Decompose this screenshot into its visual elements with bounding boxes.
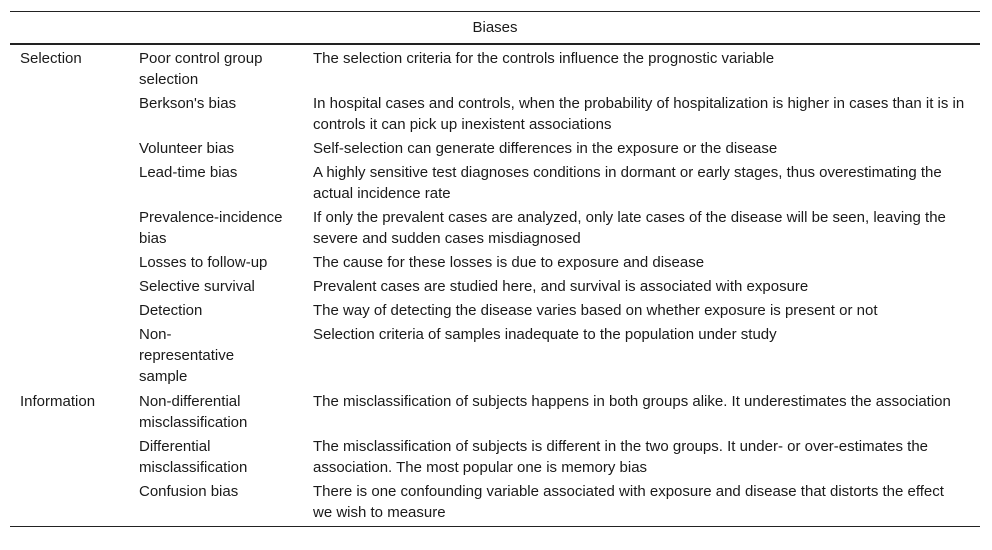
category-cell: Information [20, 393, 96, 410]
bias-description-cell: In hospital cases and controls, when the probability of hospitalization is higher in cases than it is in controls it can pick up inexistent associations [313, 95, 965, 133]
table-row [10, 298, 980, 322]
table-row [10, 479, 980, 527]
bias-description-cell: Selection criteria of samples inadequate to the population under study [313, 326, 777, 343]
table-row [10, 388, 980, 434]
category-cell-empty [10, 205, 129, 250]
category-cell-empty [10, 91, 129, 136]
table-row [10, 434, 980, 479]
table-row [10, 136, 980, 160]
category-cell-empty [10, 479, 129, 527]
bias-description-cell: A highly sensitive test diagnoses conditions in dormant or early stages, thus overestimating the actual incidence rate [313, 164, 942, 202]
table-header-row [10, 12, 980, 45]
bias-name-cell: Volunteer bias [139, 140, 235, 157]
bias-name-cell: Prevalence-incidence bias [139, 209, 283, 247]
bias-name-cell: Selective survival [139, 278, 255, 295]
table-row [10, 160, 980, 205]
category-cell-empty [10, 298, 129, 322]
table-row [10, 250, 980, 274]
bias-description-cell: The misclassification of subjects happens in both groups alike. It underestimates the association [313, 393, 951, 410]
bias-name-cell: Differential misclassification [139, 438, 248, 476]
table-header-biases: Biases [10, 12, 980, 45]
bias-name-cell: Non-differential misclassification [139, 393, 248, 431]
category-cell-empty [10, 274, 129, 298]
bias-description-cell: The cause for these losses is due to exposure and disease [313, 254, 705, 271]
bias-description-cell: The misclassification of subjects is different in the two groups. It under- or over-estimates the association. The most popular one is memory bias [313, 438, 928, 476]
biases-table-container [10, 11, 980, 527]
category-cell-empty [10, 434, 129, 479]
bias-name-cell: Poor control group selection [139, 50, 263, 88]
biases-table [10, 11, 980, 527]
bias-description-cell: The way of detecting the disease varies based on whether exposure is present or not [313, 302, 878, 319]
table-row [10, 205, 980, 250]
bias-description-cell: Self-selection can generate differences in the exposure or the disease [313, 140, 778, 157]
table-row [10, 322, 980, 388]
table-row [10, 91, 980, 136]
category-cell-empty [10, 136, 129, 160]
category-cell-empty [10, 322, 129, 388]
bias-name-cell: Losses to follow-up [139, 254, 268, 271]
category-cell: Selection [20, 50, 82, 67]
category-cell-empty [10, 250, 129, 274]
bias-description-cell: There is one confounding variable associated with exposure and disease that distorts the effect we wish to measure [303, 479, 980, 527]
category-cell-empty [10, 160, 129, 205]
bias-name-cell: Detection [139, 302, 203, 319]
table-row [10, 274, 980, 298]
bias-name-cell: Non-representative sample [139, 326, 235, 385]
bias-description-cell: If only the prevalent cases are analyzed, only late cases of the disease will be seen, leaving the severe and sudden cases misdiagnosed [313, 209, 946, 247]
bias-name-cell: Berkson's bias [139, 95, 237, 112]
bias-name-cell: Confusion bias [129, 479, 303, 527]
bias-description-cell: Prevalent cases are studied here, and survival is associated with exposure [313, 278, 809, 295]
table-row [10, 44, 980, 91]
bias-description-cell: The selection criteria for the controls influence the prognostic variable [313, 50, 775, 67]
bias-name-cell: Lead-time bias [139, 164, 238, 181]
